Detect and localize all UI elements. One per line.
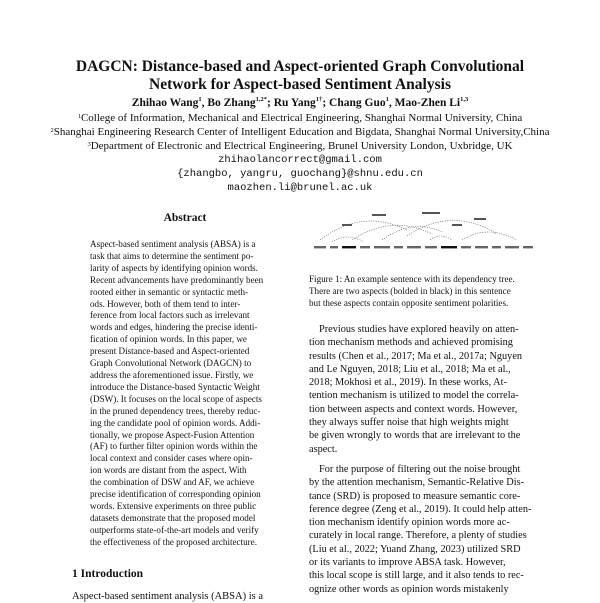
sentence-word: [360, 246, 370, 248]
abstract-line: introduce the Distance-based Syntactic Weight: [90, 381, 260, 392]
abstract-line: ference from local factors such as irrelevant: [90, 310, 250, 321]
author-sup: 1,3: [460, 96, 469, 103]
author-sup: 1: [198, 96, 202, 103]
abstract-line: the combination of DSW and AF, we achieve: [90, 477, 255, 488]
paragraph-line: by the attention mechanism, Semantic-Relative Dis-: [309, 477, 525, 489]
author-list: Zhihao Wang$^1$, Bo Zhang$^{1,2*}$; Ru Yang$^{1\dagger}$; Chang Guo$^1$, Mao-Zhen Li$^{1,3}$: [131, 96, 469, 109]
author-sup: 1†: [315, 96, 323, 103]
aspect-word: [441, 246, 457, 248]
abstract-line: Graph Convolutional Network (DAGCN) to: [90, 358, 252, 369]
sentence-word: [475, 246, 488, 248]
paragraph-line: tion mechanism identify opinion words more ac-: [309, 517, 510, 529]
introduction-heading: 1 Introduction: [72, 568, 144, 580]
abstract-line: Recent advancements have predominantly been: [90, 274, 264, 285]
abstract-line: local context and consider cases where opin-: [90, 453, 253, 464]
email-2[interactable]: {zhangbo, yangru, guochang}@shnu.edu.cn: [177, 168, 423, 180]
dependency-arc: [352, 225, 432, 240]
relation-label: [452, 224, 462, 226]
abstract-line: address the aforementioned issue. Firstly, we: [90, 369, 254, 380]
paper-title: [0, 58, 600, 94]
dependency-arc: [407, 220, 497, 236]
sentence-word: [407, 246, 421, 248]
affiliation-3: [0, 139, 600, 153]
affiliation-sup: 3: [87, 141, 91, 148]
relation-label: [474, 218, 486, 220]
email-3[interactable]: maozhen.li@brunel.ac.uk: [227, 182, 373, 194]
paragraph-line: ognize other words as opinion words mistakenly: [309, 583, 509, 595]
paragraph-line: they always suffer noise that high weights might: [309, 417, 509, 429]
sentence-word: [425, 246, 437, 248]
relation-label: [372, 214, 386, 216]
abstract-line: in the pruned dependency trees, thereby reduc-: [90, 405, 261, 416]
author-name: Zhihao Wang: [131, 97, 199, 109]
dependency-arc: [430, 236, 452, 240]
figure-caption: [309, 274, 540, 310]
sentence-word: [523, 246, 533, 248]
paragraph-line: curately in local range. Therefore, a plenty of studies: [309, 530, 527, 542]
abstract-line: outperforms state-of-the-art models and verify: [90, 524, 259, 535]
abstract-line: fication of opinion words. In this paper, we: [90, 334, 247, 345]
dependency-arc: [462, 232, 517, 240]
abstract-line: datasets demonstrate that the proposed model: [90, 512, 256, 523]
author-name: Bo Zhang: [207, 97, 256, 109]
paragraph-line: tention mechanism is utilized to model the correla-: [309, 390, 519, 402]
sentence-word: [394, 246, 403, 248]
paragraph-line: tion mechanism methods and achieved promising: [309, 337, 513, 349]
title-line-2: Network for Aspect-based Sentiment Analysis: [149, 76, 451, 93]
author-name: Mao-Zhen Li: [394, 97, 461, 109]
abstract-line: ion words are distant from the aspect. With: [90, 465, 247, 476]
author-name: Ru Yang: [273, 97, 316, 109]
sentence-word: [492, 246, 501, 248]
dependency-arc: [332, 237, 364, 242]
abstract-body: [90, 239, 281, 549]
author-sup: 1,2*: [255, 96, 268, 103]
abstract-line: words and edges, hindering the precise identi-: [90, 322, 258, 333]
abstract-line: present Distance-based and Aspect-oriented: [90, 346, 250, 357]
paragraph-line: ference degree (Zeng et al., 2019). It could help atten-: [309, 503, 532, 515]
sentence-word: [461, 246, 471, 248]
sentence-word: [314, 246, 326, 248]
abstract-line: precise identification of corresponding opinion: [90, 489, 261, 500]
paragraph-line: results (Chen et al., 2017; Ma et al., 2017a; Nguyen: [309, 350, 523, 362]
author-sup: 1: [385, 96, 389, 103]
dependency-arc: [320, 221, 407, 240]
paragraph-line: Previous studies have explored heavily on atten-: [319, 324, 519, 335]
sentence-word: [374, 246, 390, 248]
paragraph-line: aspect.: [309, 443, 338, 455]
abstract-line: ods. However, both of them tend to inter-: [90, 298, 241, 309]
paragraph-line: tion between aspects and context words. However,: [309, 403, 518, 415]
affiliation-sup: 2: [50, 127, 54, 134]
affiliation-text: Department of Electronic and Electrical Engineering, Brunel University London, Uxbridge, UK: [90, 140, 513, 152]
abstract-line: (DSW). It focuses on the local scope of aspects: [90, 393, 262, 404]
caption-line: but these aspects contain opposite sentiment polarities.: [309, 297, 509, 308]
paragraph-previous-studies: [309, 323, 540, 456]
paragraph-line: be given wrongly to words that are irrelevant to the: [309, 430, 521, 442]
paragraph-line: 2018; Mokhosi et al., 2019). In these works, At-: [309, 377, 507, 389]
abstract-line: Aspect-based sentiment analysis (ABSA) is a: [90, 239, 256, 249]
abstract-line: ing the candidate pool of opinion words. Addi-: [90, 417, 261, 428]
abstract-line: the effectiveness of the proposed architecture.: [90, 536, 257, 547]
author-name: Chang Guo: [329, 97, 386, 109]
affiliation-2: [0, 125, 600, 139]
abstract-heading: Abstract: [163, 212, 207, 224]
abstract-line: larity of aspects by identifying opinion words.: [90, 262, 258, 273]
paragraph-line: and Le Nguyen, 2018; Liu et al., 2018; Ma et al.,: [309, 363, 511, 375]
paragraph-line: For the purpose of filtering out the noise brought: [319, 464, 521, 475]
abstract-line: rooted either in semantic or syntactic meth-: [90, 286, 249, 297]
caption-line: There are two aspects (bolded in black) in this sentence: [309, 285, 511, 296]
affiliation-text: College of Information, Mechanical and Electrical Engineering, Shanghai Normal University, China: [80, 112, 523, 124]
paragraph-srd: [309, 463, 540, 596]
sentence-word: [330, 246, 338, 248]
affiliation-1: [0, 111, 600, 125]
abstract-line: tionally, we propose Aspect-Fusion Attention: [90, 429, 255, 440]
paragraph-line: tance (SRD) is proposed to measure semantic core-: [309, 490, 521, 502]
affiliation-text: Shanghai Engineering Research Center of Intelligent Education and Bigdata, Shanghai Normal University,China: [53, 126, 550, 138]
dependency-tree-figure: [312, 210, 537, 258]
paragraph-line: (Liu et al., 2022; Yuand Zhang, 2023) utilized SRD: [309, 543, 521, 555]
relation-label: [342, 224, 352, 226]
caption-line: Figure 1: An example sentence with its dependency tree.: [309, 274, 515, 284]
paragraph-line: or its variants to improve ABSA task. However,: [309, 557, 506, 569]
abstract-line: words. Extensive experiments on three public: [90, 500, 257, 511]
introduction-first-line: Aspect-based sentiment analysis (ABSA) is a: [72, 591, 264, 602]
title-line-1: DAGCN: Distance-based and Aspect-oriented Graph Convolutional: [75, 58, 525, 75]
sentence-word: [505, 246, 519, 248]
paragraph-line: this local scope is still large, and it also tends to rec-: [309, 570, 524, 582]
abstract-line: task that aims to determine the sentiment po-: [90, 250, 254, 261]
relation-label: [422, 212, 440, 214]
affiliation-sup: 1: [77, 113, 81, 120]
abstract-line: (AF) to further filter opinion words within the: [90, 441, 258, 452]
aspect-word: [342, 246, 356, 248]
email-1[interactable]: zhihaolancorrect@gmail.com: [218, 154, 382, 166]
